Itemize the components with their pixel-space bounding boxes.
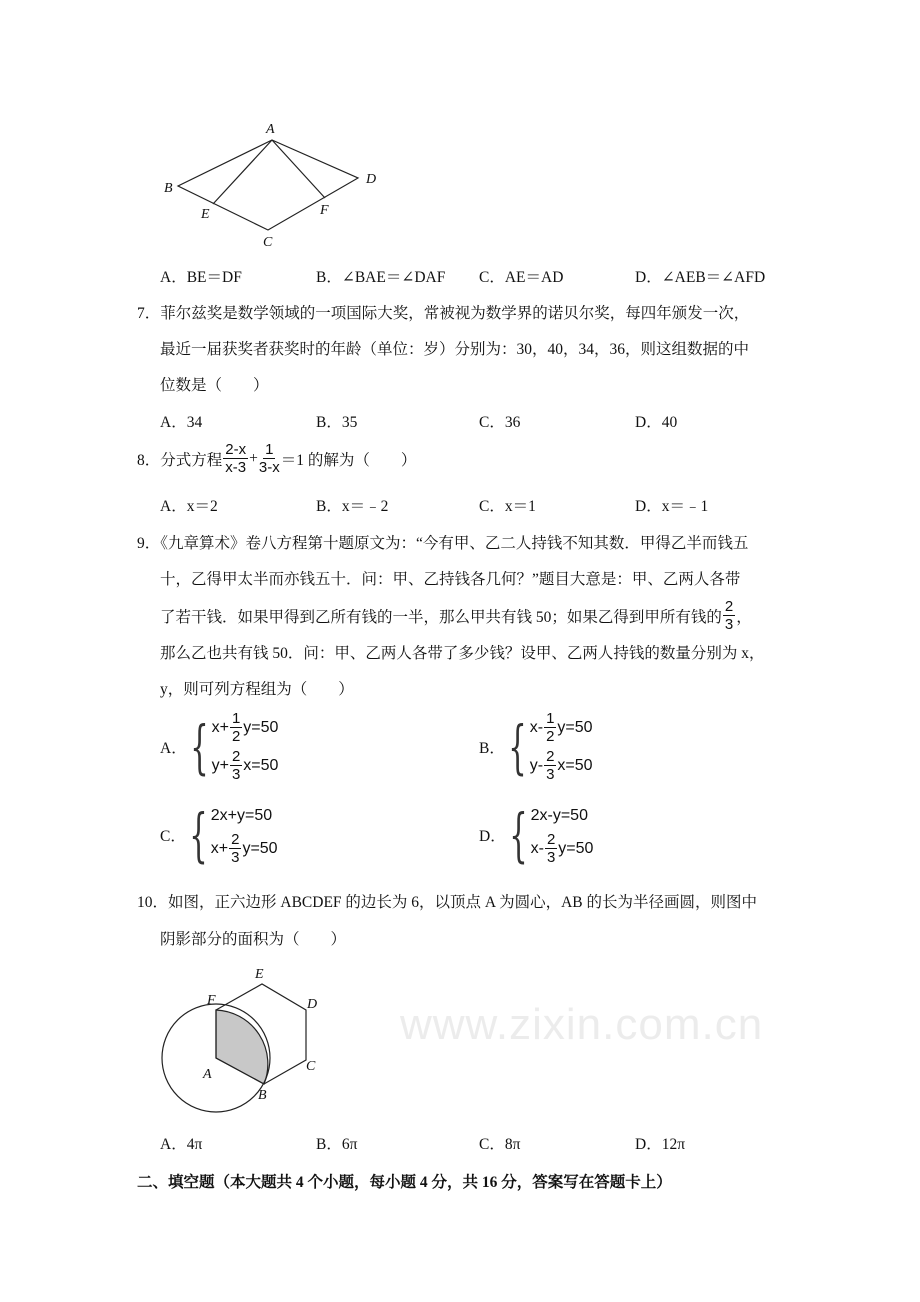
numerator: 2 xyxy=(724,598,734,615)
q9-line-text: 了若干钱．如果甲得到乙所有钱的一半，那么甲共有钱 50；如果乙得到甲所有钱的 xyxy=(160,608,722,626)
q7-option-d[interactable]: D．40 xyxy=(635,414,678,431)
equation-system xyxy=(212,710,279,783)
q8-prefix: 8．分式方程 xyxy=(137,451,223,469)
q7-option-c[interactable]: C．36 xyxy=(479,414,521,431)
q9-option-a[interactable] xyxy=(160,710,278,783)
equation-part: y+ xyxy=(211,756,229,774)
q10-option-b[interactable]: B．6π xyxy=(316,1136,358,1153)
q7-line: 7．菲尔兹奖是数学领域的一项国际大奖，常被视为数学界的诺贝尔奖，每四年颁发一次， xyxy=(137,305,750,322)
q6-option-d[interactable]: D．∠AEB＝∠AFD xyxy=(635,269,766,286)
denominator: 3 xyxy=(231,849,240,866)
equation-system xyxy=(211,804,278,866)
q9-line: 9．《九章算术》卷八方程第十题原文为：“今有甲、乙二人持钱不知其数．甲得乙半而钱五 xyxy=(137,535,749,552)
equation xyxy=(212,710,279,745)
equation-part: x+ xyxy=(210,839,229,857)
label-f: F xyxy=(320,203,329,218)
denominator: 2 xyxy=(546,728,555,745)
label-c: C xyxy=(263,235,273,250)
q7-line: 位数是（ ） xyxy=(160,377,269,394)
equation xyxy=(530,748,593,783)
label-a: A xyxy=(266,122,275,137)
fraction xyxy=(223,441,248,476)
denominator: 3 xyxy=(546,766,555,783)
equation-part: x- xyxy=(530,839,544,857)
equation xyxy=(531,831,594,866)
brace-icon: { xyxy=(189,712,209,781)
brace-icon: { xyxy=(189,801,208,869)
equation xyxy=(531,804,594,828)
q8-option-c[interactable]: C．x＝1 xyxy=(479,498,536,515)
numerator: 2 xyxy=(231,748,241,765)
numerator: 1 xyxy=(265,441,274,458)
q8-option-d[interactable]: D．x＝﹣1 xyxy=(635,498,709,515)
fraction xyxy=(723,598,735,633)
numerator: 2 xyxy=(546,748,555,765)
equation-part: x- xyxy=(529,718,544,736)
denominator: 3 xyxy=(546,849,556,866)
watermark: www.zixin.com.cn xyxy=(400,1000,764,1049)
denominator: 3 xyxy=(724,616,734,633)
brace-icon: { xyxy=(508,712,527,781)
q10-line: 阴影部分的面积为（ ） xyxy=(160,931,347,948)
rhombus-figure xyxy=(150,115,390,255)
q9-line xyxy=(160,598,752,633)
q7-option-b[interactable]: B．35 xyxy=(316,414,358,431)
denominator: 3-x xyxy=(258,459,280,476)
label-b: B xyxy=(258,1088,267,1103)
label-f: F xyxy=(207,993,216,1008)
q6-option-c[interactable]: C．AE＝AD xyxy=(479,269,564,286)
equation-part: y=50 xyxy=(557,718,593,736)
equation-part: x=50 xyxy=(557,756,593,774)
q8-suffix: ＝1 的解为（ ） xyxy=(280,451,417,469)
equation-part: y=50 xyxy=(243,718,279,736)
section-heading: 二、填空题（本大题共 4 个小题，每小题 4 分，共 16 分，答案写在答题卡上） xyxy=(137,1174,672,1191)
equation-part: x+ xyxy=(211,718,229,736)
numerator: 1 xyxy=(231,710,241,727)
equation xyxy=(211,831,278,866)
comma: ， xyxy=(736,608,752,626)
label-c: C xyxy=(306,1059,316,1074)
option-label: C． xyxy=(160,828,186,845)
denominator: 2 xyxy=(231,728,241,745)
option-label: D． xyxy=(479,828,506,845)
q9-option-d[interactable] xyxy=(479,801,594,869)
equation-part: y=50 xyxy=(242,839,278,857)
fraction xyxy=(230,710,242,745)
plus-sign: + xyxy=(249,449,258,467)
q9-line: 那么乙也共有钱 50．问：甲、乙两人各带了多少钱？设甲、乙两人持钱的数量分别为 x， xyxy=(160,645,765,662)
equation xyxy=(211,804,278,828)
label-e: E xyxy=(255,967,264,982)
q10-line: 10．如图，正六边形 ABCDEF 的边长为 6，以顶点 A 为圆心，AB 的长为半径画圆，则图中 xyxy=(137,894,758,911)
option-label: B． xyxy=(479,739,505,757)
equation xyxy=(212,748,279,783)
denominator: 3 xyxy=(231,766,241,783)
numerator: 2 xyxy=(546,831,556,848)
q8-stem xyxy=(137,441,416,476)
brace-icon: { xyxy=(508,801,528,869)
numerator: 1 xyxy=(546,710,555,727)
equation xyxy=(530,710,593,745)
denominator: x-3 xyxy=(225,459,247,476)
fraction xyxy=(544,748,556,783)
equation-text: 2x+y=50 xyxy=(210,807,273,824)
q8-option-b[interactable]: B．x＝﹣2 xyxy=(316,498,389,515)
equation-system xyxy=(531,804,594,866)
fraction xyxy=(259,441,280,476)
equation-system xyxy=(530,710,593,783)
q9-option-b[interactable] xyxy=(479,710,593,783)
q6-option-a[interactable]: A．BE＝DF xyxy=(160,269,242,286)
fraction xyxy=(229,831,241,866)
fraction xyxy=(230,748,242,783)
label-a: A xyxy=(203,1067,212,1082)
q10-option-c[interactable]: C．8π xyxy=(479,1136,521,1153)
numerator: 2-x xyxy=(225,441,247,458)
q6-option-b[interactable]: B．∠BAE＝∠DAF xyxy=(316,269,446,286)
equation-text: 2x-y=50 xyxy=(530,807,588,824)
q10-option-a[interactable]: A．4π xyxy=(160,1136,203,1153)
fraction xyxy=(545,831,557,866)
label-d: D xyxy=(307,997,318,1012)
q8-option-a[interactable]: A．x＝2 xyxy=(160,498,218,515)
label-d: D xyxy=(366,172,377,187)
option-label: A． xyxy=(160,739,187,757)
q9-option-c[interactable] xyxy=(160,801,278,869)
q7-option-a[interactable]: A．34 xyxy=(160,414,203,431)
hexagon-circle-figure xyxy=(150,960,340,1120)
q7-line: 最近一届获奖者获奖时的年龄（单位：岁）分别为：30，40，34，36，则这组数据的中 xyxy=(160,341,750,358)
q9-line: 十，乙得甲太半而亦钱五十．问：甲、乙持钱各几何？”题目大意是：甲、乙两人各带 xyxy=(160,571,741,588)
q10-option-d[interactable]: D．12π xyxy=(635,1136,686,1153)
equation-part: y- xyxy=(529,756,544,774)
equation-part: y=50 xyxy=(558,839,594,857)
q9-line: y，则可列方程组为（ ） xyxy=(160,681,354,698)
numerator: 2 xyxy=(231,831,240,848)
label-b: B xyxy=(164,181,173,196)
equation-part: x=50 xyxy=(243,756,279,774)
label-e: E xyxy=(201,207,210,222)
fraction xyxy=(544,710,556,745)
